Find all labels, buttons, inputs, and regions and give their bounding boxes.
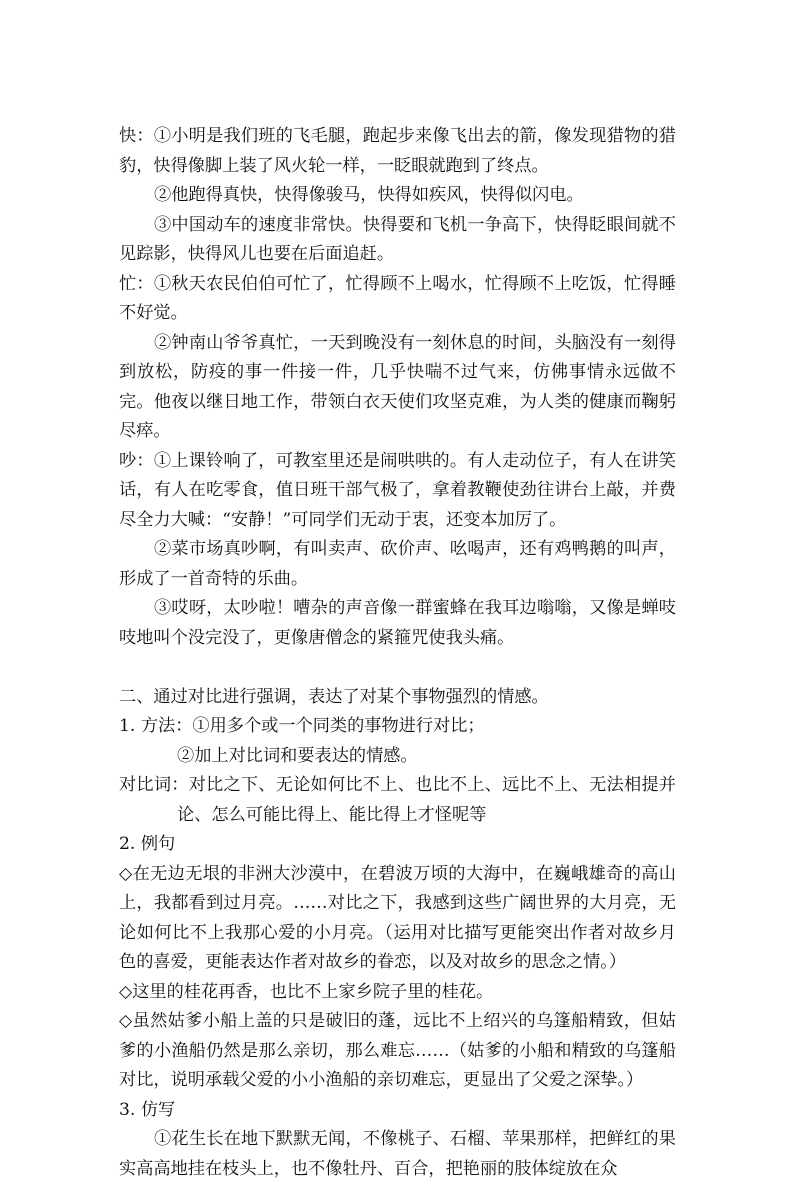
paragraph-mang-2: ②钟南山爷爷真忙，一天到晚没有一刻休息的时间，头脑没有一刻得到放松，防疫的事一件接一件，几乎快喘不过气来，仿佛事情永远做不完。他夜以继日地工作，带领白衣天使们攻坚克难，为人类的健康而鞠躬尽瘁。: [119, 332, 676, 441]
paragraph-kuai-3: ③中国动车的速度非常快。快得要和飞机一争高下，快得眨眼间就不见踪影，快得风儿也要在后面追赶。: [119, 214, 676, 264]
example-1: ◇在无边无垠的非洲大沙漠中，在碧波万顷的大海中，在巍峨雄奇的高山上，我都看到过月亮。……对比之下，我感到这些广阔世界的大月亮，无论如何比不上我那心爱的小月亮。（运用对比描写更能突出作者对故乡月色的喜爱，更能表达作者对故乡的眷恋，以及对故乡的思念之情。）: [119, 863, 676, 972]
paragraph-chao-2: ②菜市场真吵啊，有叫卖声、砍价声、吆喝声，还有鸡鸭鹅的叫声，形成了一首奇特的乐曲。: [119, 539, 676, 589]
example-heading: 2. 例句: [119, 834, 176, 854]
section-heading: 二、通过对比进行强调，表达了对某个事物强烈的情感。: [119, 686, 549, 707]
method-line-2: ②加上对比词和要表达的情感。: [177, 745, 418, 766]
paragraph-kuai-1: 快：①小明是我们班的飞毛腿，跑起步来像飞出去的箭，像发现猎物的猎豹，快得像脚上装了风火轮一样，一眨眼就跑到了终点。: [119, 126, 676, 176]
imitate-1: ①花生长在地下默默无闻，不像桃子、石榴、苹果那样，把鲜红的果实高高地挂在枝头上，也不像牡丹、百合，把艳丽的肢体绽放在众: [119, 1129, 676, 1179]
paragraph-kuai-2: ②他跑得真快，快得像骏马，快得如疾风，快得似闪电。: [154, 185, 584, 205]
blank-line: [119, 653, 676, 683]
paragraph-chao-3: ③哎呀，太吵啦！嘈杂的声音像一群蜜蜂在我耳边嗡嗡，又像是蝉吱吱地叫个没完没了，更像唐僧念的紧箍咒使我头痛。: [119, 598, 676, 648]
example-3: ◇虽然姑爹小船上盖的只是破旧的蓬，远比不上绍兴的乌篷船精致，但姑爹的小渔船仍然是那么亲切，那么难忘……（姑爹的小船和精致的乌篷船对比，说明承载父爱的小小渔船的亲切难忘，更显出了父爱之深挚。）: [119, 1011, 676, 1090]
example-2: ◇这里的桂花再香，也比不上家乡院子里的桂花。: [119, 981, 494, 1002]
contrast-words: 对比词：对比之下、无论如何比不上、也比不上、远比不上、无法相提并论、怎么可能比得上、能比得上才怪呢等: [119, 775, 676, 825]
paragraph-mang-1: 忙：①秋天农民伯伯可忙了，忙得顾不上喝水，忙得顾不上吃饭，忙得睡不好觉。: [119, 273, 676, 323]
paragraph-chao-1: 吵：①上课铃响了，可教室里还是闹哄哄的。有人走动位子，有人在讲笑话，有人在吃零食，值日班干部气极了，拿着教鞭使劲往讲台上敲，并费尽全力大喊：“安静！”可同学们无动于衷，还变本加厉了。: [119, 450, 676, 530]
method-line-1: 1. 方法：①用多个或一个同类的事物进行对比；: [119, 716, 485, 736]
imitate-heading: 3. 仿写: [119, 1099, 176, 1120]
